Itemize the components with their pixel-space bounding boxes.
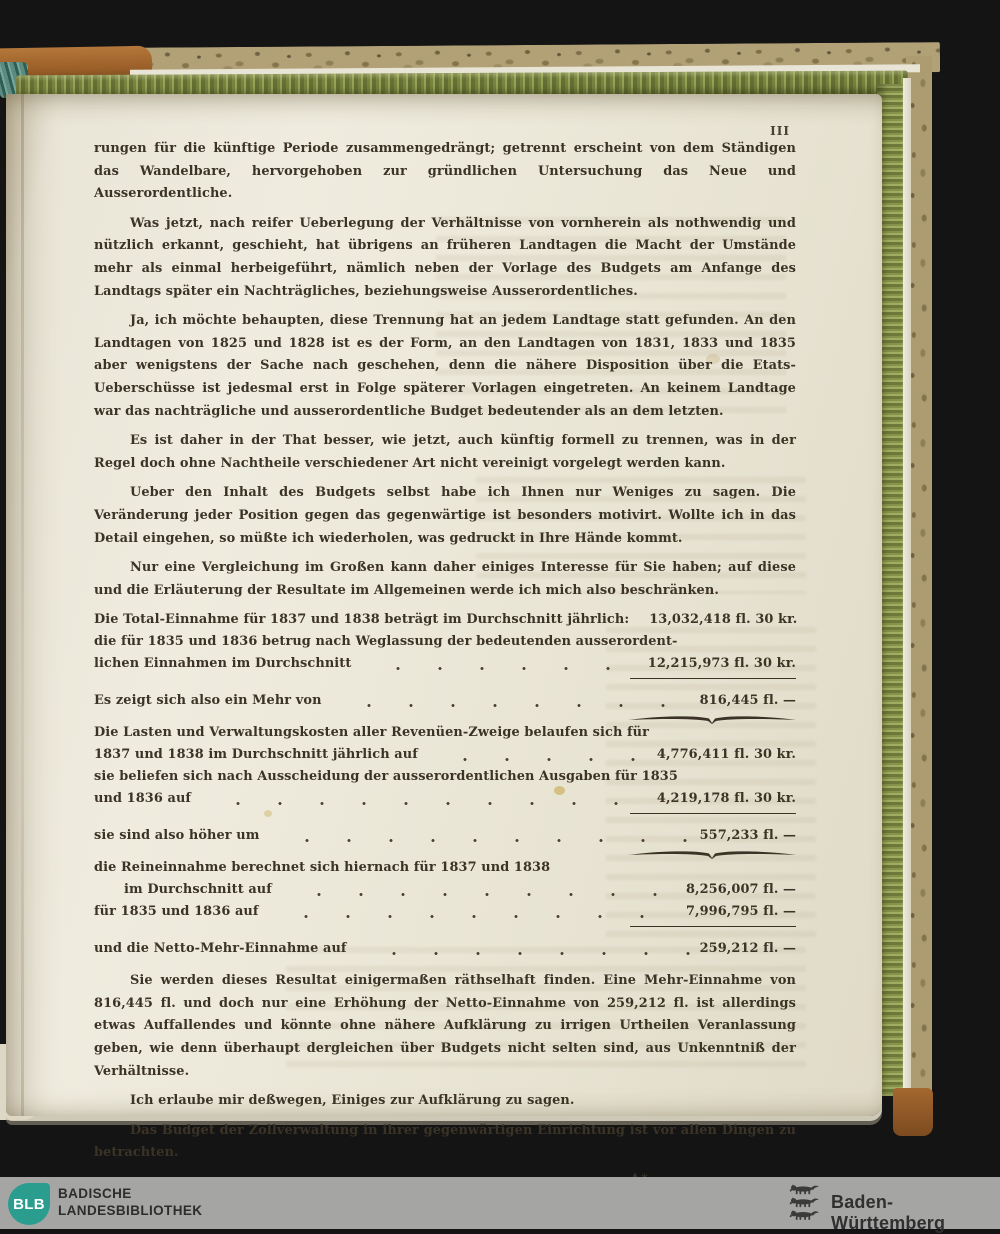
dot-leader <box>361 653 637 675</box>
ledger-amount: 557,233 fl. — <box>699 828 796 844</box>
ledger-label: lichen Einnahmen im Durchschnitt <box>94 656 352 672</box>
ledger-row <box>94 653 796 675</box>
sum-brace-rule <box>94 713 796 720</box>
ledger-label: und 1836 auf <box>94 791 192 807</box>
dot-leader <box>659 722 786 744</box>
paragraph-block <box>94 138 796 602</box>
ledger-row <box>94 609 796 631</box>
ledger-label: Die Lasten und Verwaltungskosten aller Revenüen-Zweige belaufen sich für <box>94 725 650 741</box>
paragraph: Was jetzt, nach reifer Ueberlegung der Verhältnisse von vornherein als nothwendig und nützlich erkannt, geschieht, hat übrigens an früheren Landtagen die Macht der Umstände mehr als einmal herbeigeführt, nämlich neben der Vorlage des Budgets am Anfange des Landtags später ein Nachträgliches, beziehungsweise Ausserordentliches. <box>94 215 796 299</box>
paragraph: Ja, ich möchte behaupten, diese Trennung hat an jedem Landtage statt gefunden. An den Landtagen von 1825 und 1828 ist es der Form, an den Landtagen von 1831, 1833 und 1835 aber wenigstens der Sache nach geschehen, denn die nähere Disposition über die Etats-Ueberschüsse ist jedesmal erst in Folge späterer Vorlagen eingetreten. An keinem Landtage war das nachträgliche und ausserordentliche Budget bedeutender als an dem letzten. <box>94 313 796 419</box>
dot-leader <box>357 938 690 960</box>
ledger-label: und die Netto-Mehr-Einnahme auf <box>94 941 347 957</box>
ledger-amount: 7,996,795 fl. — <box>685 904 796 920</box>
ledger-label: 1837 und 1838 im Durchschnitt jährlich auf <box>94 747 418 763</box>
paragraph: Nur eine Vergleichung im Großen kann daher einiges Interesse für Sie haben; auf diese und die Erläuterung der Resultate im Allgemeinen werde ich mich also beschränken. <box>94 560 796 598</box>
ledger-amount: 4,776,411 fl. 30 kr. <box>656 747 796 763</box>
ledger-amount: 8,256,007 fl. — <box>685 882 796 898</box>
page-content <box>6 94 882 1161</box>
ledger-label: für 1835 und 1836 auf <box>94 904 259 920</box>
library-name-line2: LANDESBIBLIOTHEK <box>58 1203 203 1218</box>
sum-rule <box>94 676 796 683</box>
ledger-row <box>94 825 796 847</box>
page-number: III <box>770 124 790 138</box>
book-page-edge-white <box>903 78 911 1110</box>
blb-logo-text: BLB <box>13 1195 45 1213</box>
ledger-row <box>94 901 796 923</box>
paragraph: rungen für die künftige Periode zusammengedrängt; getrennt erscheint von dem Ständigen das Wandelbare, hervorgehoben zur gründlichen Untersuchung das Neue und Ausserordentliche. <box>94 141 796 202</box>
ledger-row <box>94 788 796 810</box>
library-name-line1: BADISCHE <box>58 1186 132 1201</box>
ledger-label: die für 1835 und 1836 betrug nach Weglassung der bedeutenden ausserordent- <box>94 634 678 650</box>
dot-leader <box>270 825 690 847</box>
ledger-label: Es zeigt sich also ein Mehr von <box>94 693 322 709</box>
sum-rule <box>94 924 796 931</box>
ledger-amount: 816,445 fl. — <box>699 693 796 709</box>
three-lions-icon <box>789 1184 820 1222</box>
paragraph: Ich erlaube mir deßwegen, Einiges zur Aufklärung zu sagen. <box>130 1093 575 1109</box>
dot-leader <box>282 879 676 901</box>
ledger-row <box>94 766 796 788</box>
ledger-label: sie sind also höher um <box>94 828 260 844</box>
sum-brace-rule <box>94 848 796 855</box>
ledger-row <box>94 857 796 879</box>
ledger-row <box>94 631 796 653</box>
ledger-label: im Durchschnitt auf <box>124 882 272 898</box>
ledger-amount: 13,032,418 fl. 30 kr. <box>649 612 798 628</box>
dot-leader <box>332 690 690 712</box>
dot-leader <box>269 901 676 923</box>
ledger-amount: 12,215,973 fl. 30 kr. <box>647 656 796 672</box>
dot-leader <box>688 766 786 788</box>
paragraph: Sie werden dieses Resultat einigermaßen räthselhaft finden. Eine Mehr-Einnahme von 816,445 fl. und doch nur eine Erhöhung der Netto-Einnahme von 259,212 fl. ist allerdings etwas Auffallendes und könnte ohne nähere Aufklärung zu irrigen Urtheilen Veranlassung geben, wie denn überhaupt dergleichen über Budgets nicht selten sind, aus Unkenntniß der Verhältnisse. <box>94 973 796 1079</box>
ledger-row <box>94 690 796 712</box>
ledger-label: die Reineinnahme berechnet sich hiernach für 1837 und 1838 <box>94 860 551 876</box>
dot-leader <box>201 788 647 810</box>
sum-rule <box>94 811 796 818</box>
library-name <box>58 1185 202 1219</box>
book-leather-bottom-corner <box>893 1088 933 1136</box>
ledger-row <box>94 722 796 744</box>
dot-leader <box>428 744 647 766</box>
paragraph: Ueber den Inhalt des Budgets selbst habe ich Ihnen nur Weniges zu sagen. Die Veränderung jeder Position gegen das gegenwärtige ist besonders motivirt. Wollte ich in das Detail eingehen, so müßte ich wiederholen, was gedruckt in Ihre Hände kommt. <box>94 485 796 546</box>
paragraph: Es ist daher in der That besser, wie jetzt, auch künftig formell zu trennen, was in der Regel doch ohne Nachtheile verschiedener Art nicht vereinigt vorgelegt werden kann. <box>94 433 796 471</box>
library-footer-bar <box>0 1177 1000 1233</box>
state-name: Baden-Württemberg <box>831 1192 946 1233</box>
ledger-amount: 259,212 fl. — <box>699 941 796 957</box>
ledger-label: Die Total-Einnahme für 1837 und 1838 beträgt im Durchschnitt jährlich: <box>94 612 630 628</box>
ledger-row <box>94 744 796 766</box>
dot-leader <box>688 631 787 653</box>
ledger-row <box>94 938 796 960</box>
closing-paragraph-block <box>94 970 796 1165</box>
ledger-row <box>94 879 796 901</box>
paragraph: Das Budget der Zollverwaltung in ihrer gegenwärtigen Einrichtung ist vor allen Dingen zu betrachten. <box>94 1122 796 1161</box>
budget-figures-table <box>94 609 796 960</box>
ledger-label: sie beliefen sich nach Ausscheidung der ausserordentlichen Ausgaben für 1835 <box>94 769 678 785</box>
blb-logo-icon <box>8 1183 50 1225</box>
dot-leader <box>560 857 786 879</box>
ledger-amount: 4,219,178 fl. 30 kr. <box>656 791 796 807</box>
